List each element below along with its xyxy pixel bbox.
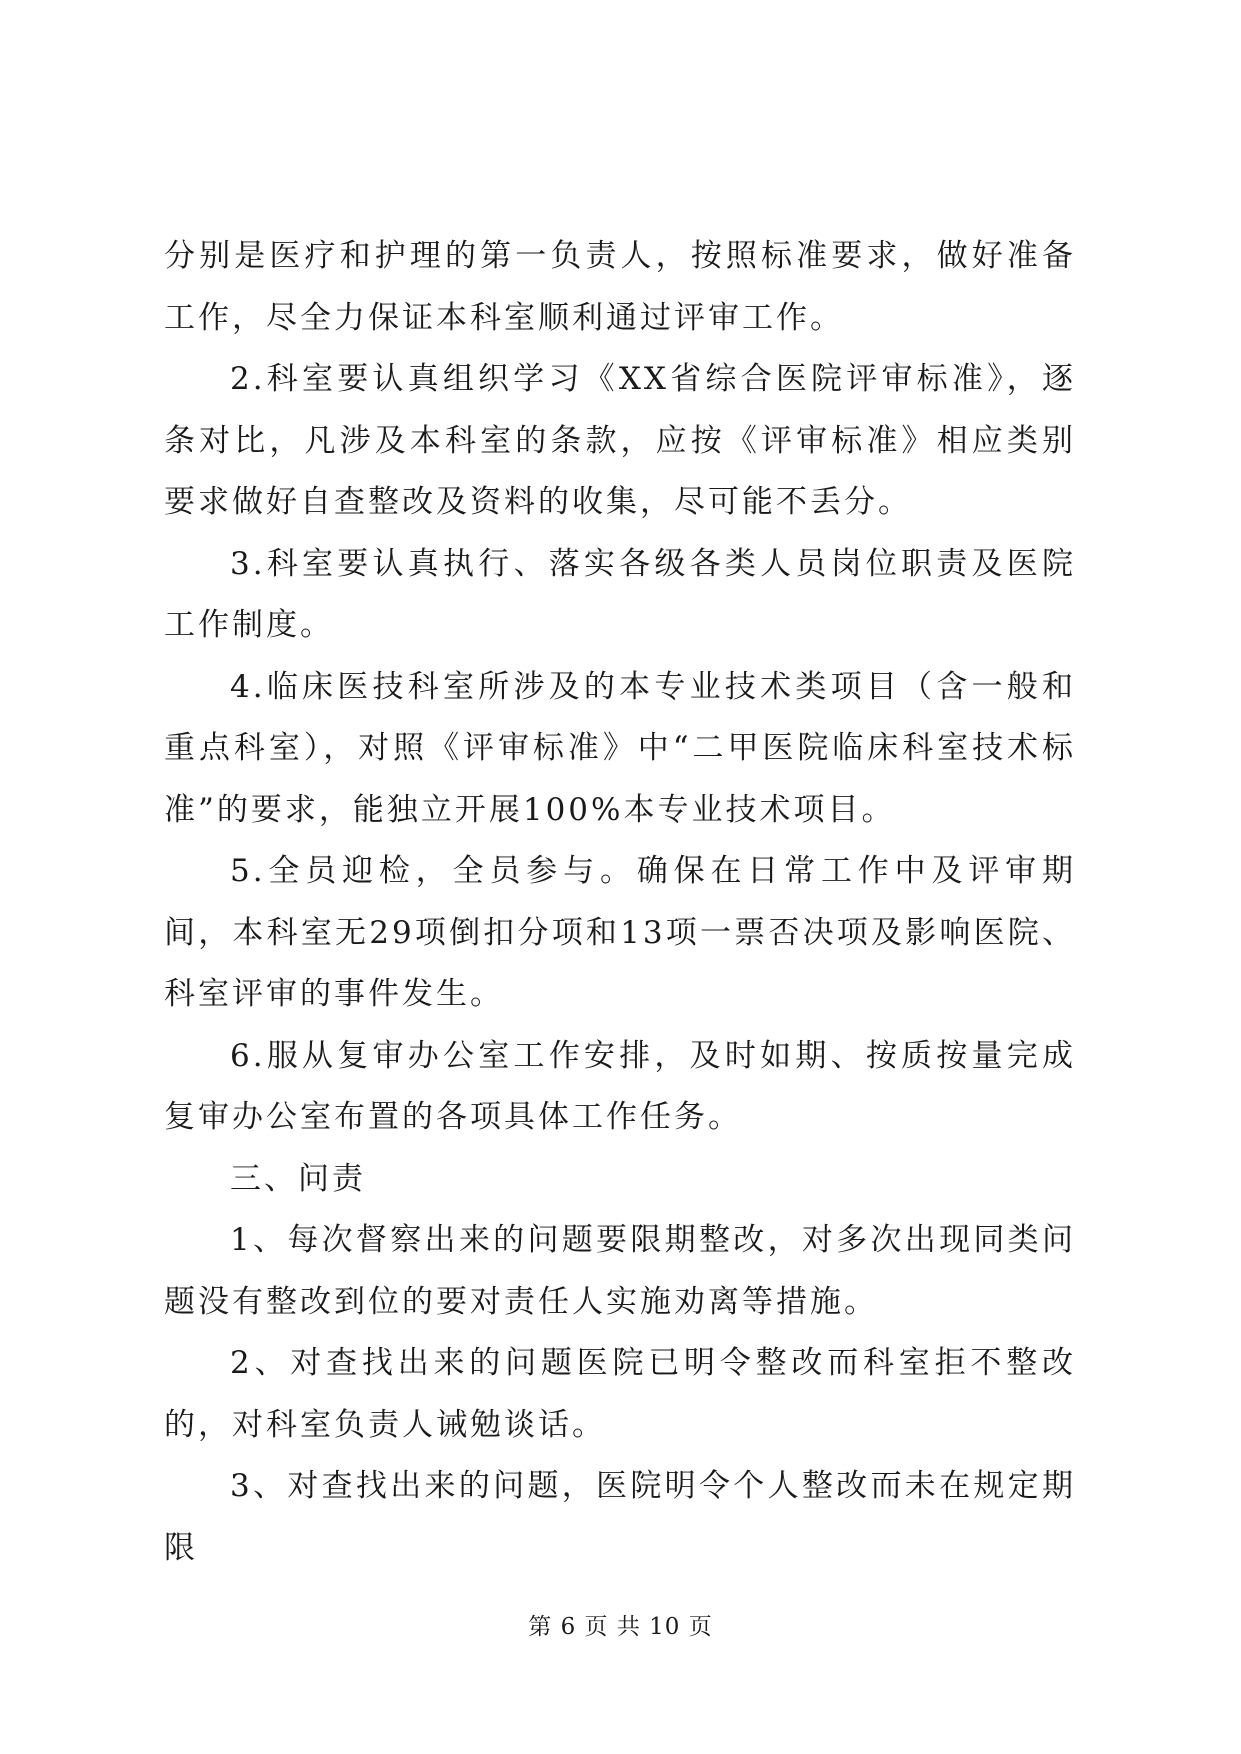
page-number-footer: 第 6 页 共 10 页	[528, 1614, 713, 1640]
paragraph: 1、每次督察出来的问题要限期整改，对多次出现同类问题没有整改到位的要对责任人实施劝离等措施。	[164, 1222, 1076, 1320]
paragraph: 3.科室要认真执行、落实各级各类人员岗位职责及医院工作制度。	[164, 545, 1076, 643]
paragraph: 分别是医疗和护理的第一负责人，按照标准要求，做好准备工作，尽全力保证本科室顺利通过评审工作。	[164, 238, 1076, 336]
document-body	[164, 226, 1076, 1579]
paragraph: 3、对查找出来的问题，医院明令个人整改而未在规定期限	[164, 1468, 1076, 1566]
section-heading: 三、问责	[230, 1160, 366, 1197]
paragraph: 5.全员迎检，全员参与。确保在日常工作中及评审期间，本科室无29项倒扣分项和13项一票否决项及影响医院、科室评审的事件发生。	[164, 853, 1076, 1012]
paragraph: 4.临床医技科室所涉及的本专业技术类项目（含一般和重点科室），对照《评审标准》中“二甲医院临床科室技术标准”的要求，能独立开展100%本专业技术项目。	[164, 668, 1076, 828]
paragraph: 6.服从复审办公室工作安排，及时如期、按质按量完成复审办公室布置的各项具体工作任务。	[164, 1037, 1076, 1135]
paragraph: 2、对查找出来的问题医院已明令整改而科室拒不整改的，对科室负责人诫勉谈话。	[164, 1345, 1076, 1443]
paragraph: 2.科室要认真组织学习《XX省综合医院评审标准》，逐条对比，凡涉及本科室的条款，应按《评审标准》相应类别要求做好自查整改及资料的收集，尽可能不丢分。	[164, 361, 1076, 520]
